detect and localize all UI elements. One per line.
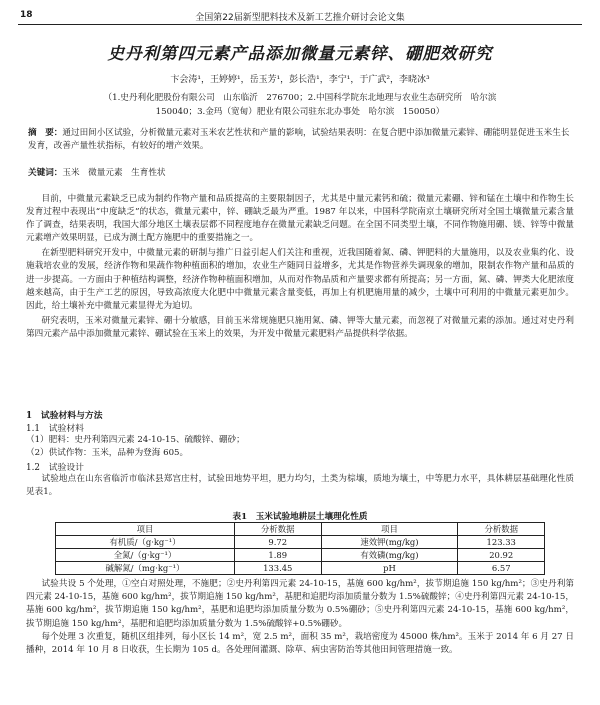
affiliations: [40, 91, 560, 119]
design-paragraph: 试验地点在山东省临沂市临沭县郑宫庄村，试验田地势平坦，肥力均匀，土类为棕壤，质地为壤土，中等肥力水平，具体耕层基础理化性质见表1。: [26, 474, 574, 497]
table-cell: 速效钾(mg/kg): [321, 536, 458, 549]
intro-paragraph: 目前，中微量元素缺乏已成为制约作物产量和品质提高的主要限制因子，尤其是中量元素钙和硫；微量元素硼、锌和锰在土壤中和作物生长发育过程中表现出“中度缺乏”的状态，微量元素中，锌、硼缺乏最为严重。1987 年以来，中国科学院南京土壤研究所对全国土壤微量元素含量作了调查，结果表明，我国大部分地区土壤表层都不同程度地存在微量元素缺乏问题。在全国不同类型土壤，不同作物施用硼、镁、锌等中微量元素增产效果明显，已成为测土配方施肥中的重要措施之一。: [26, 194, 574, 244]
subsection-heading-1-1: 1.1 试验材料: [26, 424, 84, 434]
table-cell: 有机质/（g·kg⁻¹）: [56, 536, 235, 549]
table-cell: 9.72: [234, 536, 321, 549]
material-item: （2）供试作物：玉米，品种为登海 605。: [26, 448, 189, 458]
table-header-cell: 分析数据: [458, 523, 545, 536]
table-row: [56, 536, 545, 549]
keywords-text: 玉米 微量元素 生育性状: [62, 168, 166, 178]
table-cell: 6.57: [458, 562, 545, 575]
page-number: 18: [20, 10, 33, 20]
abstract-label: 摘 要：: [28, 128, 63, 138]
header-rule: [18, 24, 582, 25]
intro-paragraph: 在新型肥料研究开发中，中微量元素的研制与推广日益引起人们关注和重视，近我国随着氮、磷、钾肥料的大量施用，以及农业集约化、设施栽培农业的发展，经济作物和果蔬作物种植面积的增加，农业生产随同日益增多，尤其是作物营养失调现象的增加，限制农作物产量和品质的进一步提高。一方面由于种植结构调整，经济作物种植面积增加，从而对作物品质和产量要求都有所提高；另一方面，氮、磷、钾类大化肥浓度越来越高，由于生产工艺的原因，导致高浓度大化肥中中微量元素含量变低，再加上有机肥施用量的减少，土壤中可利用的中微量元素更加少。因此，给土壤补充中微量元素显得尤为迫切。: [26, 248, 574, 311]
subsection-heading-1-2: 1.2 试验设计: [26, 463, 84, 473]
keywords-label: 关键词：: [28, 168, 63, 178]
abstract: [28, 127, 572, 153]
table-caption: 表1 玉米试验地耕层土壤理化性质: [232, 512, 368, 522]
treatment-description: [26, 578, 574, 657]
treatment-paragraph: 每个处理 3 次重复，随机区组排列，每小区长 14 m²，宽 2.5 m²，面积 35 m²，栽培密度为 45000 株/hm²。玉米于 2014 年 6 月 27 日播种，2014 年 10 月 8 日收获，生长期为 105 d。各处理间灌溉、除草、病虫害防治等其他田间管理措施一致。: [26, 631, 574, 656]
soil-property-table: [55, 522, 545, 575]
table-row: [56, 562, 545, 575]
abstract-text: 通过田间小区试验，分析微量元素对玉米农艺性状和产量的影响，试验结果表明：在复合肥中添加微量元素锌、硼能明显促进玉米生长发育，改善产量性状指标，有较好的增产效果。: [28, 128, 570, 151]
material-item: （1）肥料：史丹利第四元素 24-10-15、硫酸锌、硼砂；: [26, 435, 245, 445]
table-header-cell: 分析数据: [234, 523, 321, 536]
introduction: [26, 193, 574, 343]
table-cell: 全氮/（g·kg⁻¹）: [56, 549, 235, 562]
section-heading-1: 1 试验材料与方法: [26, 411, 103, 421]
journal-name: 全国第22届新型肥料技术及新工艺推介研讨会论文集: [195, 13, 405, 23]
intro-paragraph: 研究表明，玉米对微量元素锌、硼十分敏感，目前玉米常规施肥只施用氮、磷、钾等大量元素，而忽视了对微量元素的添加。通过对史丹利第四元素产品中添加微量元素锌、硼试验在玉米上的效果，为开发中微量元素肥料产品提供科学依据。: [26, 315, 574, 339]
author-list: 卞会涛¹，王婷婷¹，岳玉芳¹，彭长浩¹，李宁¹，于广武²，李晓冰³: [170, 75, 430, 85]
table-cell: 133.45: [234, 562, 321, 575]
affiliation-line: 150040；3.金玛（宽甸）肥业有限公司驻东北办事处 哈尔滨 150050）: [155, 107, 445, 117]
table-row: [56, 549, 545, 562]
table-cell: pH: [321, 562, 458, 575]
table-cell: 123.33: [458, 536, 545, 549]
paper-title: 史丹利第四元素产品添加微量元素锌、硼肥效研究: [107, 44, 493, 63]
keywords: [28, 166, 572, 178]
table-cell: 碱解氮/（mg·kg⁻¹）: [56, 562, 235, 575]
treatment-paragraph: 试验共设 5 个处理，①空白对照处理，不施肥；②史丹利第四元素 24-10-15，基施 600 kg/hm²，拔节期追施 150 kg/hm²；③史丹利第四元素 24-10-15，基施 600 kg/hm²，拔节期追施 150 kg/hm²，基肥和追肥均添加质量分数为 1.5%硫酸锌；④史丹利第四元素 24-10-15，基施 600 kg/hm²，拔节期追施 150 kg/hm²，基肥和追肥均添加质量分数为 0.5%硼砂；⑤史丹利第四元素 24-10-15，基施 600 kg/hm²，拔节期追施 150 kg/hm²，基肥和追肥均添加质量分数为 1.5%硫酸锌+0.5%硼砂。: [26, 579, 574, 629]
table-header-cell: 项目: [56, 523, 235, 536]
table-header-cell: 项目: [321, 523, 458, 536]
table-header-row: [56, 523, 545, 536]
table-cell: 1.89: [234, 549, 321, 562]
table-cell: 20.92: [458, 549, 545, 562]
affiliation-line: （1.史丹利化肥股份有限公司 山东临沂 276700；2.中国科学院东北地理与农业生态研究所 哈尔滨: [103, 93, 497, 103]
table-cell: 有效磷(mg/kg): [321, 549, 458, 562]
